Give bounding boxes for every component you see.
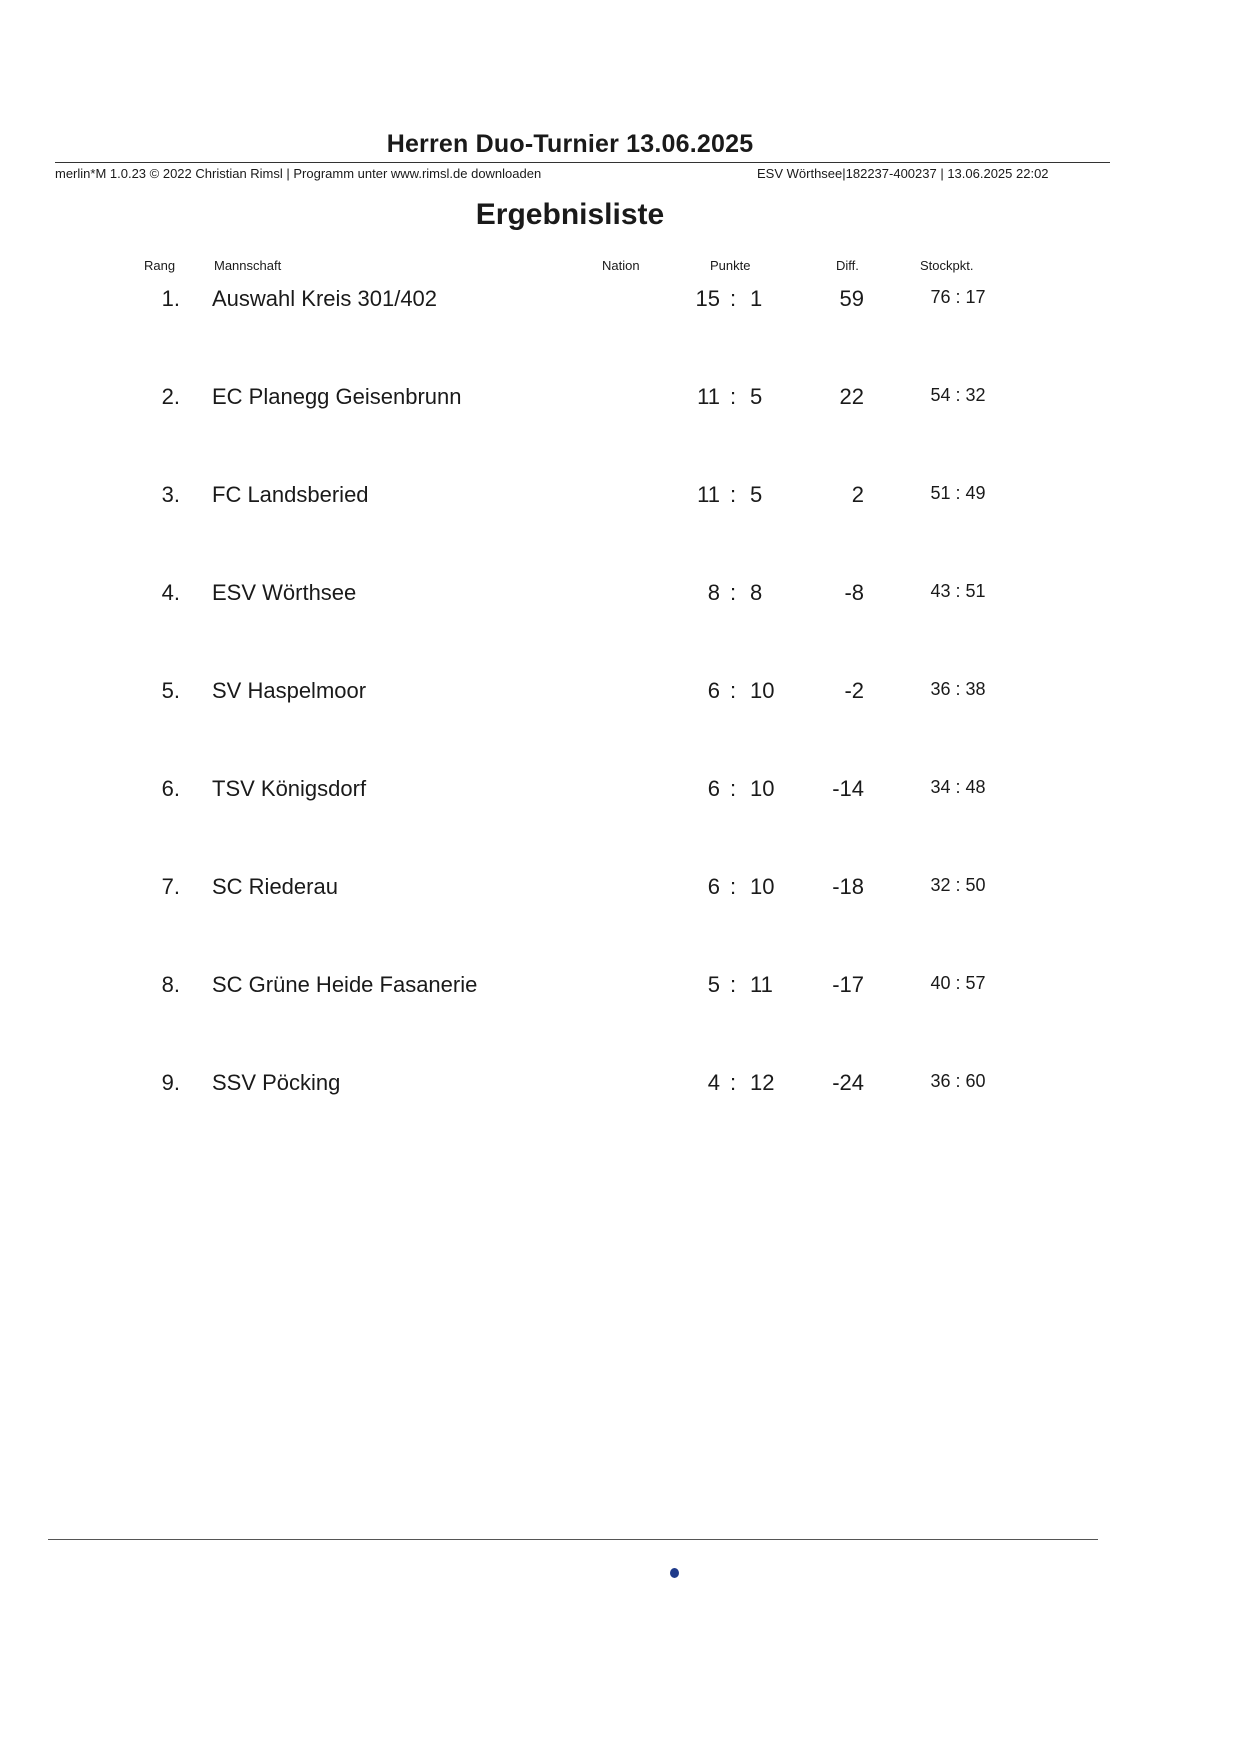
- points-for-cell: 6: [707, 874, 720, 899]
- points-separator: :: [729, 286, 737, 311]
- rank-cell: 9.: [161, 1070, 180, 1095]
- diff-cell: -24: [832, 1070, 864, 1095]
- footer-divider: [48, 1539, 1098, 1540]
- points-separator: :: [729, 776, 737, 801]
- points-for-cell: 4: [707, 1070, 720, 1095]
- points-separator: :: [729, 482, 737, 507]
- diff-cell: -2: [844, 678, 864, 703]
- points-against-cell: 12: [750, 1070, 775, 1095]
- column-header-rang: Rang: [144, 258, 176, 273]
- table-row: [0, 482, 1240, 512]
- points-separator: :: [729, 678, 737, 703]
- column-header-punkte: Punkte: [710, 258, 751, 273]
- points-against-cell: 8: [750, 580, 763, 605]
- column-header-stockpkt: Stockpkt.: [920, 258, 974, 273]
- team-cell: FC Landsberied: [212, 482, 369, 507]
- rank-cell: 1.: [161, 286, 180, 311]
- table-row: [0, 1070, 1240, 1100]
- points-separator: :: [729, 1070, 737, 1095]
- points-against-cell: 5: [750, 384, 763, 409]
- points-separator: :: [729, 384, 737, 409]
- column-header-diff: Diff.: [836, 258, 859, 273]
- points-against-cell: 5: [750, 482, 763, 507]
- points-for-cell: 5: [707, 972, 720, 997]
- stock-points-cell: 36 : 60: [930, 1071, 986, 1091]
- team-cell: SC Riederau: [212, 874, 338, 899]
- diff-cell: 59: [839, 286, 864, 311]
- ink-dot: [670, 1568, 679, 1578]
- points-against-cell: 10: [750, 678, 775, 703]
- team-cell: EC Planegg Geisenbrunn: [212, 384, 462, 409]
- points-against-cell: 1: [750, 286, 763, 311]
- team-cell: Auswahl Kreis 301/402: [212, 286, 438, 311]
- points-for-cell: 6: [707, 776, 720, 801]
- table-row: [0, 972, 1240, 1002]
- points-against-cell: 10: [750, 776, 775, 801]
- points-for-cell: 11: [697, 482, 720, 507]
- points-for-cell: 15: [695, 286, 720, 311]
- points-for-cell: 8: [707, 580, 720, 605]
- points-for-cell: 6: [707, 678, 720, 703]
- table-row: [0, 776, 1240, 806]
- software-credit: merlin*M 1.0.23 © 2022 Christian Rimsl | Programm unter www.rimsl.de downloaden: [55, 166, 542, 181]
- table-row: [0, 286, 1240, 316]
- rank-cell: 6.: [161, 776, 180, 801]
- stock-points-cell: 54 : 32: [930, 385, 986, 405]
- points-against-cell: 11: [750, 972, 773, 997]
- table-row: [0, 678, 1240, 708]
- rank-cell: 8.: [161, 972, 180, 997]
- team-cell: TSV Königsdorf: [212, 776, 367, 801]
- points-for-cell: 11: [697, 384, 720, 409]
- document-title: Herren Duo-Turnier 13.06.2025: [386, 130, 754, 158]
- diff-cell: -8: [844, 580, 864, 605]
- table-row: [0, 384, 1240, 414]
- column-header-mannschaft: Mannschaft: [214, 258, 282, 273]
- header-divider: [55, 162, 1110, 163]
- points-separator: :: [729, 874, 737, 899]
- stock-points-cell: 76 : 17: [930, 287, 986, 307]
- team-cell: SV Haspelmoor: [212, 678, 367, 703]
- rank-cell: 4.: [161, 580, 180, 605]
- rank-cell: 7.: [161, 874, 180, 899]
- stock-points-cell: 36 : 38: [930, 679, 986, 699]
- diff-cell: -17: [832, 972, 864, 997]
- list-title: Ergebnisliste: [475, 198, 665, 231]
- rank-cell: 3.: [161, 482, 180, 507]
- rank-cell: 5.: [161, 678, 180, 703]
- column-header-nation: Nation: [602, 258, 640, 273]
- table-row: [0, 874, 1240, 904]
- table-row: [0, 580, 1240, 610]
- diff-cell: -18: [832, 874, 864, 899]
- points-separator: :: [729, 580, 737, 605]
- stock-points-cell: 40 : 57: [930, 973, 986, 993]
- diff-cell: -14: [832, 776, 864, 801]
- diff-cell: 22: [839, 384, 864, 409]
- print-info: ESV Wörthsee|182237-400237 | 13.06.2025 22:02: [757, 166, 1049, 181]
- stock-points-cell: 51 : 49: [930, 483, 986, 503]
- team-cell: ESV Wörthsee: [212, 580, 357, 605]
- stock-points-cell: 32 : 50: [930, 875, 986, 895]
- stock-points-cell: 43 : 51: [930, 581, 986, 601]
- points-separator: :: [729, 972, 737, 997]
- team-cell: SSV Pöcking: [212, 1070, 341, 1095]
- rank-cell: 2.: [161, 384, 180, 409]
- stock-points-cell: 34 : 48: [930, 777, 986, 797]
- points-against-cell: 10: [750, 874, 775, 899]
- diff-cell: 2: [851, 482, 864, 507]
- team-cell: SC Grüne Heide Fasanerie: [212, 972, 478, 997]
